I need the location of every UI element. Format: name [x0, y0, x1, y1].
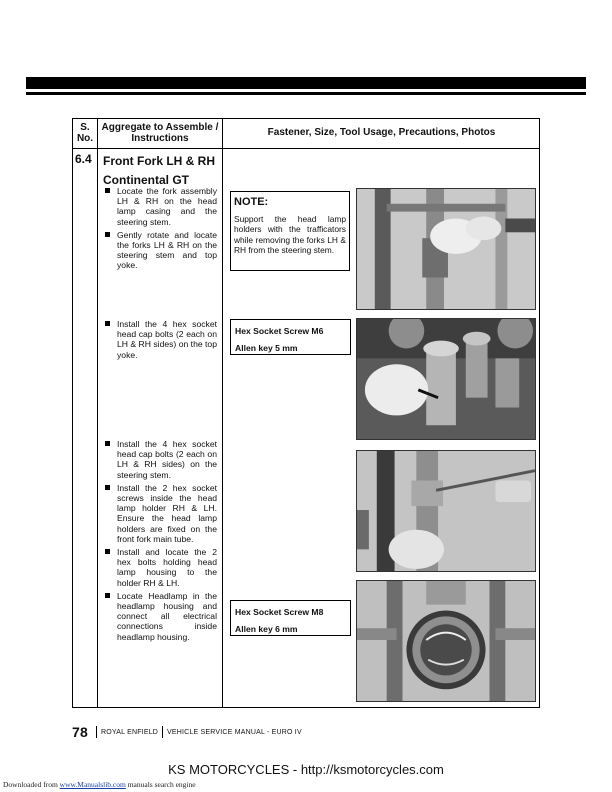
- photo-top-yoke: [356, 318, 536, 440]
- step-item: Install the 2 hex socket screws inside the head lamp holder RH & LH. Ensure the head lamp holders are fixed on the front fork main tube.: [103, 483, 217, 544]
- fastener-tool: Allen key 6 mm: [235, 624, 298, 634]
- footer-manual-title: VEHICLE SERVICE MANUAL - EURO IV: [167, 728, 302, 736]
- section-title: Front Fork LH & RH Continental GT: [103, 154, 215, 187]
- header-bar-thin: [26, 92, 586, 95]
- step-item: Install and locate the 2 hex bolts holding head lamp housing to the holder RH & LH.: [103, 547, 217, 588]
- header-bar-thick: [26, 77, 586, 89]
- page-number: 78: [72, 724, 88, 740]
- footer-brand: ROYAL ENFIELD: [100, 728, 159, 736]
- footer-separator: [96, 726, 97, 738]
- fastener-tool: Allen key 5 mm: [235, 343, 298, 353]
- download-notice: Downloaded from www.Manualslib.com manuals search engine: [3, 780, 196, 789]
- note-body: Support the head lamp holders with the trafficators while removing the forks LH & RH from the steering stem.: [234, 214, 346, 255]
- section-number: 6.4: [75, 152, 92, 166]
- step-item: Install the 4 hex socket head cap bolts (2 each on LH & RH sides) on the top yoke.: [103, 319, 217, 360]
- photo-headlamp-housing: [356, 580, 536, 702]
- header-sno: S. No.: [76, 122, 94, 144]
- step-item: Gently rotate and locate the forks LH & RH on the steering stem and top yoke.: [103, 230, 217, 271]
- fastener-box-m8: [230, 600, 351, 636]
- page-footer: [72, 724, 302, 740]
- fastener-screw: Hex Socket Screw M6: [235, 326, 324, 336]
- column-divider: [222, 119, 223, 707]
- procedure-table: [72, 118, 540, 708]
- step-item: Locate the fork assembly LH & RH on the head lamp casing and the steering stem.: [103, 186, 217, 227]
- note-title: NOTE:: [234, 196, 269, 208]
- header-fastener: Fastener, Size, Tool Usage, Precautions, Photos: [267, 127, 496, 138]
- manualslib-link[interactable]: www.Manualslib.com: [59, 780, 126, 789]
- step-list: [103, 319, 217, 363]
- step-list: [103, 439, 217, 645]
- column-divider: [97, 119, 98, 707]
- step-list: [103, 186, 217, 274]
- photo-fork-installation: [356, 188, 536, 310]
- step-item: Install the 4 hex socket head cap bolts (2 each on LH & RH sides) on the steering stem.: [103, 439, 217, 480]
- fastener-box-m6: [230, 319, 351, 355]
- fastener-screw: Hex Socket Screw M8: [235, 607, 324, 617]
- watermark-text: KS MOTORCYCLES - http://ksmotorcycles.com: [168, 762, 444, 777]
- header-aggregate: Aggregate to Assemble / Instructions: [101, 122, 219, 144]
- header-divider: [73, 148, 539, 149]
- note-box: [230, 191, 350, 271]
- photo-steering-stem: [356, 450, 536, 572]
- footer-separator: [162, 726, 163, 738]
- step-item: Locate Headlamp in the headlamp housing and connect all electrical connections inside headlamp housing.: [103, 591, 217, 642]
